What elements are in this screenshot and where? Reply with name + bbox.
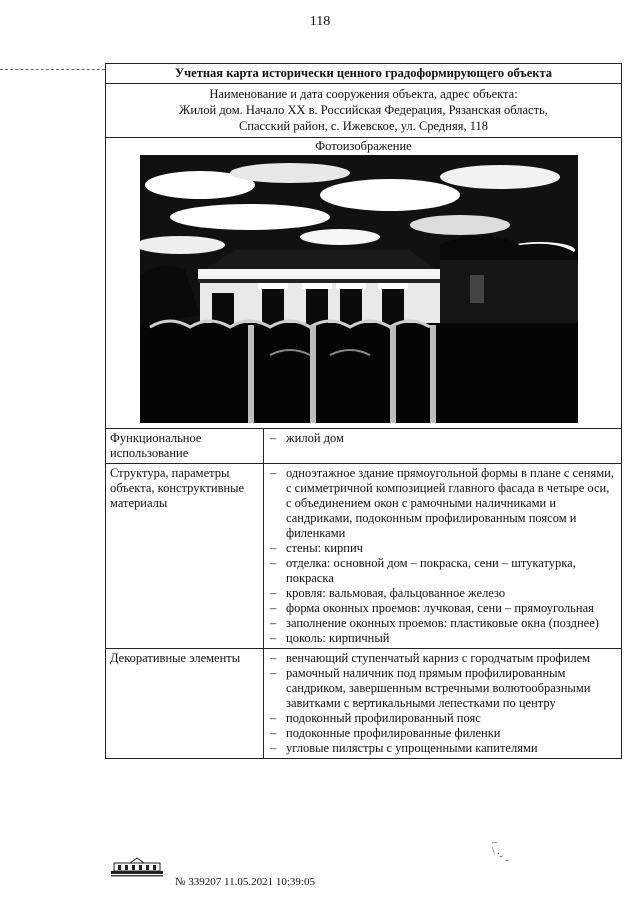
house-photo [140,155,578,423]
list-dash: – [270,431,277,445]
list-item [270,601,617,616]
registration-card [105,63,622,759]
photo-block [106,138,621,429]
object-name-block [106,84,621,138]
list-dash: – [270,616,277,630]
list-item-text: подоконный профилированный пояс [286,711,481,725]
list-item-text: жилой дом [286,431,344,445]
row-label: Структура, параметры объекта, конструктивные материалы [106,464,264,648]
page-number: 118 [309,14,331,29]
list-item [270,726,617,741]
document-stamp: № 339207 11.05.2021 10:39:05 [175,876,315,888]
list-item [270,466,617,541]
list-item [270,666,617,711]
list-item [270,711,617,726]
registry-logo-icon [110,855,164,877]
page-stub-line [0,69,105,70]
list-item [270,631,617,646]
row-label: Декоративные элементы [106,649,264,758]
object-name-line-1: Жилой дом. Начало XX в. Российская Федерация, Рязанская область, [179,103,548,117]
list-item-text: форма оконных проемов: лучковая, сени – прямоугольная [286,601,594,615]
list-item [270,651,617,666]
list-item-text: венчающий ступенчатый карниз с городчатым профилем [286,651,591,665]
object-name-line-2: Спасский район, с. Ижевское, ул. Средняя, 118 [238,119,489,133]
list-dash: – [270,741,277,755]
row-structure [106,464,621,649]
card-title: Учетная карта исторически ценного градоформирующего объекта [106,64,621,84]
list-item [270,431,617,446]
list-dash: – [270,651,277,665]
list-item-text: цоколь: кирпичный [286,631,390,645]
list-item [270,556,617,586]
list-item-text: кровля: вальмовая, фальцованное железо [286,586,506,600]
list-item-text: заполнение оконных проемов: пластиковые окна (позднее) [286,616,599,630]
list-dash: – [270,631,277,645]
row-label: Функциональное использование [106,429,264,463]
list-item-text: подоконные профилированные филенки [286,726,501,740]
list-dash: – [270,726,277,740]
list-item [270,586,617,601]
row-value [264,429,621,463]
list-item [270,616,617,631]
list-dash: – [270,711,277,725]
object-name-heading: Наименование и дата сооружения объекта, адрес объекта: [209,87,518,101]
list-dash: – [270,666,277,680]
row-value [264,464,621,648]
list-item-text: отделка: основной дом – покраска, сени – штукатурка, покраска [286,556,576,585]
list-dash: – [270,541,277,555]
row-function [106,429,621,464]
list-dash: – [270,466,277,480]
scan-mark: – \ . ˘ - [492,837,509,866]
list-item-text: угловые пилястры с упрощенными капителями [286,741,538,755]
list-dash: – [270,601,277,615]
list-dash: – [270,556,277,570]
list-item-text: одноэтажное здание прямоугольной формы в плане с сенями, с симметричной композицией главного фасада в четыре оси, с объединением окон с рамочными наличниками и сандриками, подоконным профилированным поясом и филенками [286,466,614,540]
row-decorative [106,649,621,758]
row-value [264,649,621,758]
list-item [270,541,617,556]
photo-label: Фотоизображение [315,139,412,153]
list-dash: – [270,586,277,600]
list-item [270,741,617,756]
list-item-text: стены: кирпич [286,541,363,555]
list-item-text: рамочный наличник под прямым профилированным сандриком, завершенным встречными волютообразными завитками с вертикальными лепестками по центру [286,666,591,710]
